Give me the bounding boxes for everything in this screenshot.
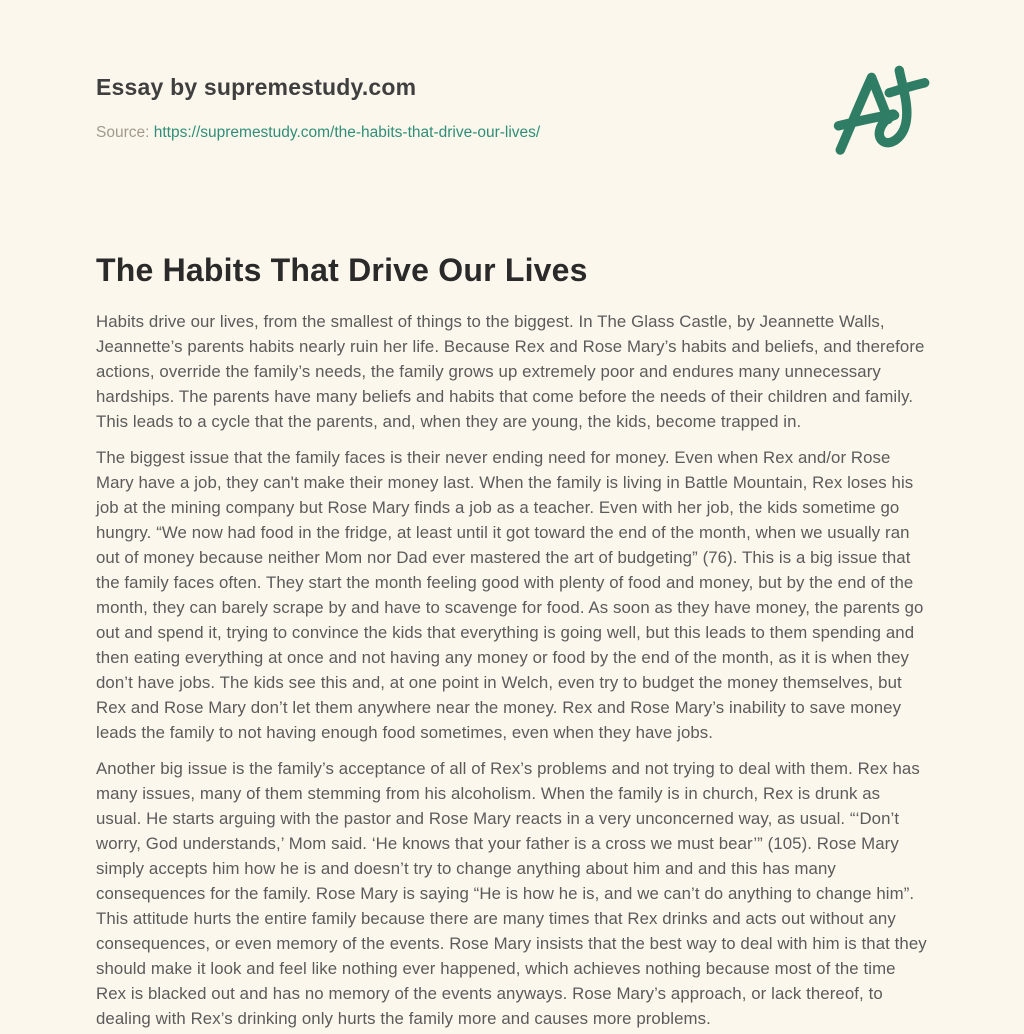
essay-paragraph-2: The biggest issue that the family faces is their never ending need for money. Even when Rex and/or Rose Mary have a job, they can't make their money last. When the family is living in Battle Mountain, Rex loses his job at the mining company but Rose Mary finds a job as a teacher. Even with her job, the kids sometime go hungry. “We now had food in the fridge, at least until it got toward the end of the month, when we usually ran out of money because neither Mom nor Dad ever mastered the art of budgeting” (76). This is a big issue that the family faces often. They start the month feeling good with plenty of food and money, but by the end of the month, they can barely scrape by and have to scavenge for food. As soon as they have money, the parents go out and spend it, trying to convince the kids that everything is going well, but this leads to them spending and then eating everything at once and not having any money or food by the end of the month, as it is when they don’t have jobs. The kids see this and, at one point in Welch, even try to budget the money themselves, but Rex and Rose Mary don’t let them anywhere near the money. Rex and Rose Mary’s inability to save money leads the family to not having enough food sometimes, even when they have jobs.: [96, 448, 924, 742]
source-link[interactable]: https://supremestudy.com/the-habits-that-drive-our-lives/: [153, 124, 541, 141]
source-line: [96, 124, 540, 142]
source-label: Source:: [96, 124, 150, 141]
essay-paragraph-1: Habits drive our lives, from the smallest of things to the biggest. In The Glass Castle, by Jeannette Walls, Jeannette’s parents habits nearly ruin her life. Because Rex and Rose Mary’s habits and beliefs, and therefore actions, override the family’s needs, the family grows up extremely poor and endures many unnecessary hardships. The parents have many beliefs and habits that come before the needs of their children and family. This leads to a cycle that the parents, and, when they are young, the kids, become trapped in.: [96, 312, 925, 431]
a-plus-logo-icon: [818, 58, 944, 176]
essay-paragraph-3: Another big issue is the family’s acceptance of all of Rex’s problems and not trying to deal with them. Rex has many issues, many of them stemming from his alcoholism. When the family is in church, Rex is drunk as usual. He starts arguing with the pastor and Rose Mary reacts in a very unconcerned way, as usual. “‘Don’t worry, God understands,’ Mom said. ‘He knows that your father is a cross we must bear’” (105). Rose Mary simply accepts him how he is and doesn’t try to change anything about him and and this has many consequences for the family. Rose Mary is saying “He is how he is, and we can’t do anything to change him”. This attitude hurts the entire family because there are many times that Rex drinks and acts out without any consequences, or even memory of the events. Rose Mary insists that the best way to deal with him is that they should make it look and feel like nothing ever happened, which achieves nothing because most of the time Rex is blacked out and has no memory of the events anyways. Rose Mary’s approach, or lack thereof, to dealing with Rex’s drinking only hurts the family more and causes more problems.: [96, 759, 927, 1028]
essay-title: The Habits That Drive Our Lives: [96, 252, 588, 288]
essay-content: [96, 309, 930, 1034]
essay-byline: Essay by supremestudy.com: [96, 74, 417, 100]
